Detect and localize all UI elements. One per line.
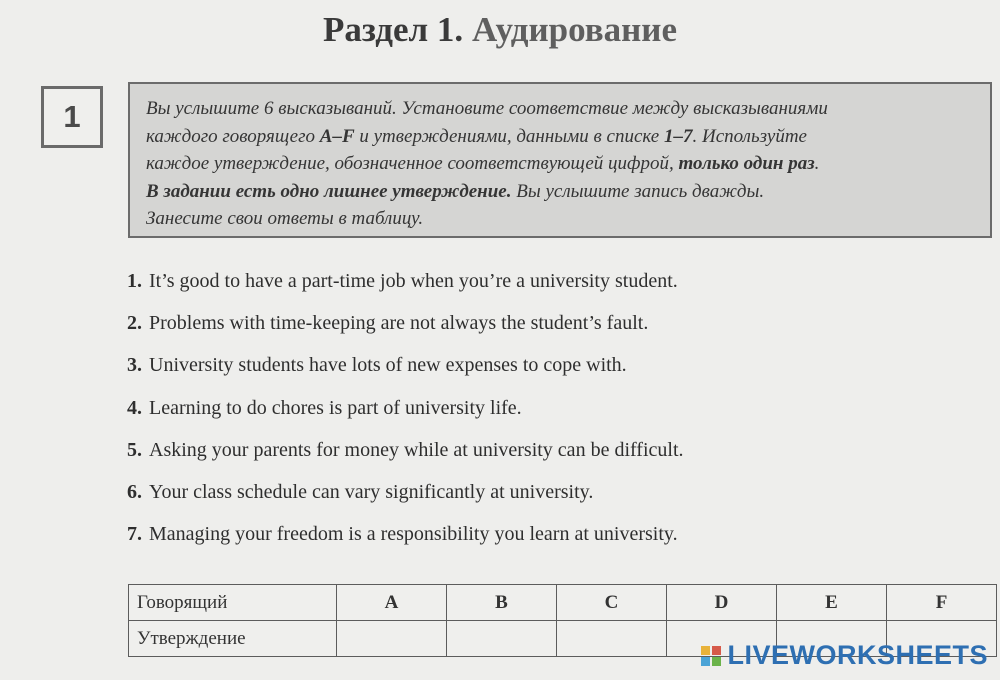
instruction-emphasis: A–F: [319, 125, 355, 147]
statement-text: Managing your freedom is a responsibility you learn at university.: [149, 523, 678, 546]
instruction-text: .: [814, 153, 820, 174]
instruction-line: [146, 95, 976, 123]
answer-cell-c[interactable]: [557, 621, 667, 657]
statements-list: [127, 266, 684, 561]
instruction-emphasis: только один раз: [678, 153, 815, 174]
speaker-f-header: F: [887, 585, 997, 621]
instruction-text: Занесите свои ответы в таблицу.: [146, 208, 424, 229]
speaker-b-header: B: [447, 585, 557, 621]
statement-item: [127, 519, 684, 561]
instruction-text: Вы услышите 6 высказываний. Установите соответствие между высказываниями: [146, 98, 828, 119]
statement-number: 4.: [127, 396, 142, 419]
statement-text: University students have lots of new expenses to cope with.: [149, 354, 627, 377]
speaker-row: [129, 585, 997, 621]
statement-text: Problems with time-keeping are not always the student’s fault.: [149, 312, 649, 335]
logo-square: [712, 657, 721, 666]
statement-text: Your class schedule can vary significantly at university.: [149, 480, 594, 503]
instruction-line: [146, 150, 976, 178]
statement-item: [127, 477, 684, 519]
statement-item: [127, 435, 684, 477]
task-number-box: [41, 86, 103, 148]
statement-item: [127, 350, 684, 392]
instruction-text: каждое утверждение, обозначенное соответствующей цифрой,: [146, 153, 679, 174]
section-label: Раздел 1.: [322, 10, 464, 49]
statement-number: 6.: [127, 480, 142, 503]
instruction-line: [146, 123, 976, 151]
answer-cell-a[interactable]: [337, 621, 447, 657]
section-name: Аудирование: [471, 10, 677, 49]
answer-row-label: Утверждение: [129, 621, 337, 657]
speaker-row-label: Говорящий: [129, 585, 337, 621]
logo-square: [701, 646, 710, 655]
statement-number: 5.: [127, 438, 142, 461]
instructions-box: [128, 82, 992, 238]
instruction-text: . Используйте: [692, 125, 807, 147]
instruction-text: и утверждениями, данными в списке: [354, 125, 664, 147]
instruction-line: [146, 178, 976, 206]
statement-item: [127, 266, 684, 308]
statement-number: 3.: [127, 354, 142, 377]
task-number: 1: [63, 99, 81, 134]
statement-number: 1.: [127, 270, 142, 292]
speaker-a-header: A: [337, 585, 447, 621]
speaker-d-header: D: [667, 585, 777, 621]
watermark-text: LIVEWORKSHEETS: [727, 640, 988, 670]
statement-item: [127, 393, 684, 435]
speaker-e-header: E: [777, 585, 887, 621]
statement-text: Asking your parents for money while at university can be difficult.: [149, 438, 684, 461]
speaker-c-header: C: [557, 585, 667, 621]
page-title: [0, 10, 1000, 50]
statement-item: [127, 308, 684, 350]
liveworksheets-logo-icon: [701, 646, 721, 666]
logo-square: [701, 657, 710, 666]
instruction-emphasis: 1–7: [664, 125, 693, 147]
instruction-text: каждого говорящего: [146, 125, 320, 147]
logo-square: [712, 646, 721, 655]
instruction-line: [146, 205, 976, 233]
answer-cell-b[interactable]: [447, 621, 557, 657]
watermark: [701, 640, 988, 671]
instruction-emphasis: В задании есть одно лишнее утверждение.: [146, 180, 512, 202]
statement-number: 7.: [127, 523, 142, 546]
instruction-text: Вы услышите запись дважды.: [511, 180, 765, 202]
statement-text: Learning to do chores is part of university life.: [149, 396, 522, 419]
statement-text: It’s good to have a part-time job when you’re a university student.: [149, 270, 678, 292]
statement-number: 2.: [127, 312, 142, 335]
